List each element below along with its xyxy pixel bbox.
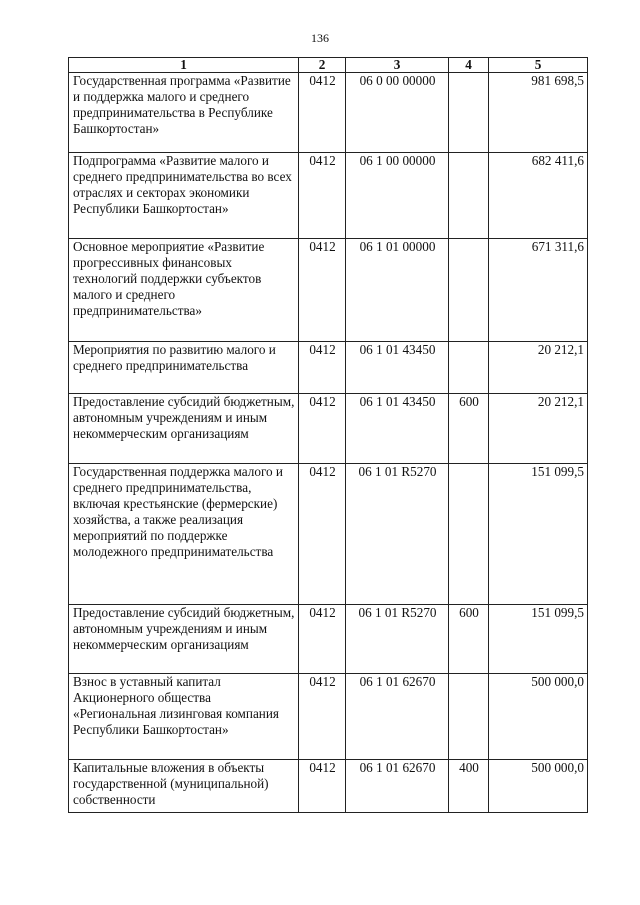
row-code: 06 1 01 R5270 [346,464,449,605]
row-type: 600 [449,394,489,464]
row-amount: 981 698,5 [489,73,588,153]
row-code: 06 1 01 R5270 [346,605,449,674]
row-name: Мероприятия по развитию малого и среднего предпринимательства [69,342,299,394]
table-row [69,464,588,605]
row-type [449,674,489,760]
row-type [449,464,489,605]
row-name: Взнос в уставный капитал Акционерного общества «Региональная лизинговая компания Республики Башкортостан» [69,674,299,760]
row-section: 0412 [299,464,346,605]
row-amount: 671 311,6 [489,239,588,342]
table-row [69,153,588,239]
row-type: 400 [449,760,489,813]
row-amount: 20 212,1 [489,342,588,394]
row-code: 06 1 01 00000 [346,239,449,342]
row-type [449,73,489,153]
row-name: Государственная поддержка малого и среднего предпринимательства, включая крестьянские (фермерские) хозяйства, а также реализация мероприятий по поддержке молодежного предпринимательства [69,464,299,605]
row-name: Предоставление субсидий бюджетным, автономным учреждениям и иным некоммерческим организациям [69,605,299,674]
row-code: 06 1 01 62670 [346,760,449,813]
row-section: 0412 [299,605,346,674]
row-type [449,342,489,394]
table-row [69,342,588,394]
row-name: Подпрограмма «Развитие малого и среднего предпринимательства во всех отраслях и секторах экономики Республики Башкортостан» [69,153,299,239]
table-row [69,73,588,153]
column-header-5: 5 [489,58,588,73]
row-amount: 500 000,0 [489,760,588,813]
row-section: 0412 [299,394,346,464]
row-section: 0412 [299,760,346,813]
row-code: 06 1 01 43450 [346,342,449,394]
row-name: Предоставление субсидий бюджетным, автономным учреждениям и иным некоммерческим организациям [69,394,299,464]
table-row [69,605,588,674]
row-amount: 20 212,1 [489,394,588,464]
table-row [69,674,588,760]
row-code: 06 0 00 00000 [346,73,449,153]
row-name: Государственная программа «Развитие и поддержка малого и среднего предпринимательства в Республике Башкортостан» [69,73,299,153]
page-number: 136 [311,31,329,45]
row-section: 0412 [299,239,346,342]
row-amount: 151 099,5 [489,605,588,674]
table-row [69,760,588,813]
row-section: 0412 [299,674,346,760]
row-type [449,153,489,239]
column-header-2: 2 [299,58,346,73]
row-amount: 151 099,5 [489,464,588,605]
row-amount: 500 000,0 [489,674,588,760]
column-header-4: 4 [449,58,489,73]
table-row [69,394,588,464]
row-code: 06 1 00 00000 [346,153,449,239]
row-section: 0412 [299,73,346,153]
row-amount: 682 411,6 [489,153,588,239]
table-header-row [69,58,588,73]
budget-table [68,57,588,813]
row-type: 600 [449,605,489,674]
row-type [449,239,489,342]
row-code: 06 1 01 62670 [346,674,449,760]
row-section: 0412 [299,342,346,394]
row-name: Основное мероприятие «Развитие прогрессивных финансовых технологий поддержки субъектов малого и среднего предпринимательства» [69,239,299,342]
row-section: 0412 [299,153,346,239]
column-header-1: 1 [69,58,299,73]
row-code: 06 1 01 43450 [346,394,449,464]
column-header-3: 3 [346,58,449,73]
table-row [69,239,588,342]
row-name: Капитальные вложения в объекты государственной (муниципальной) собственности [69,760,299,813]
